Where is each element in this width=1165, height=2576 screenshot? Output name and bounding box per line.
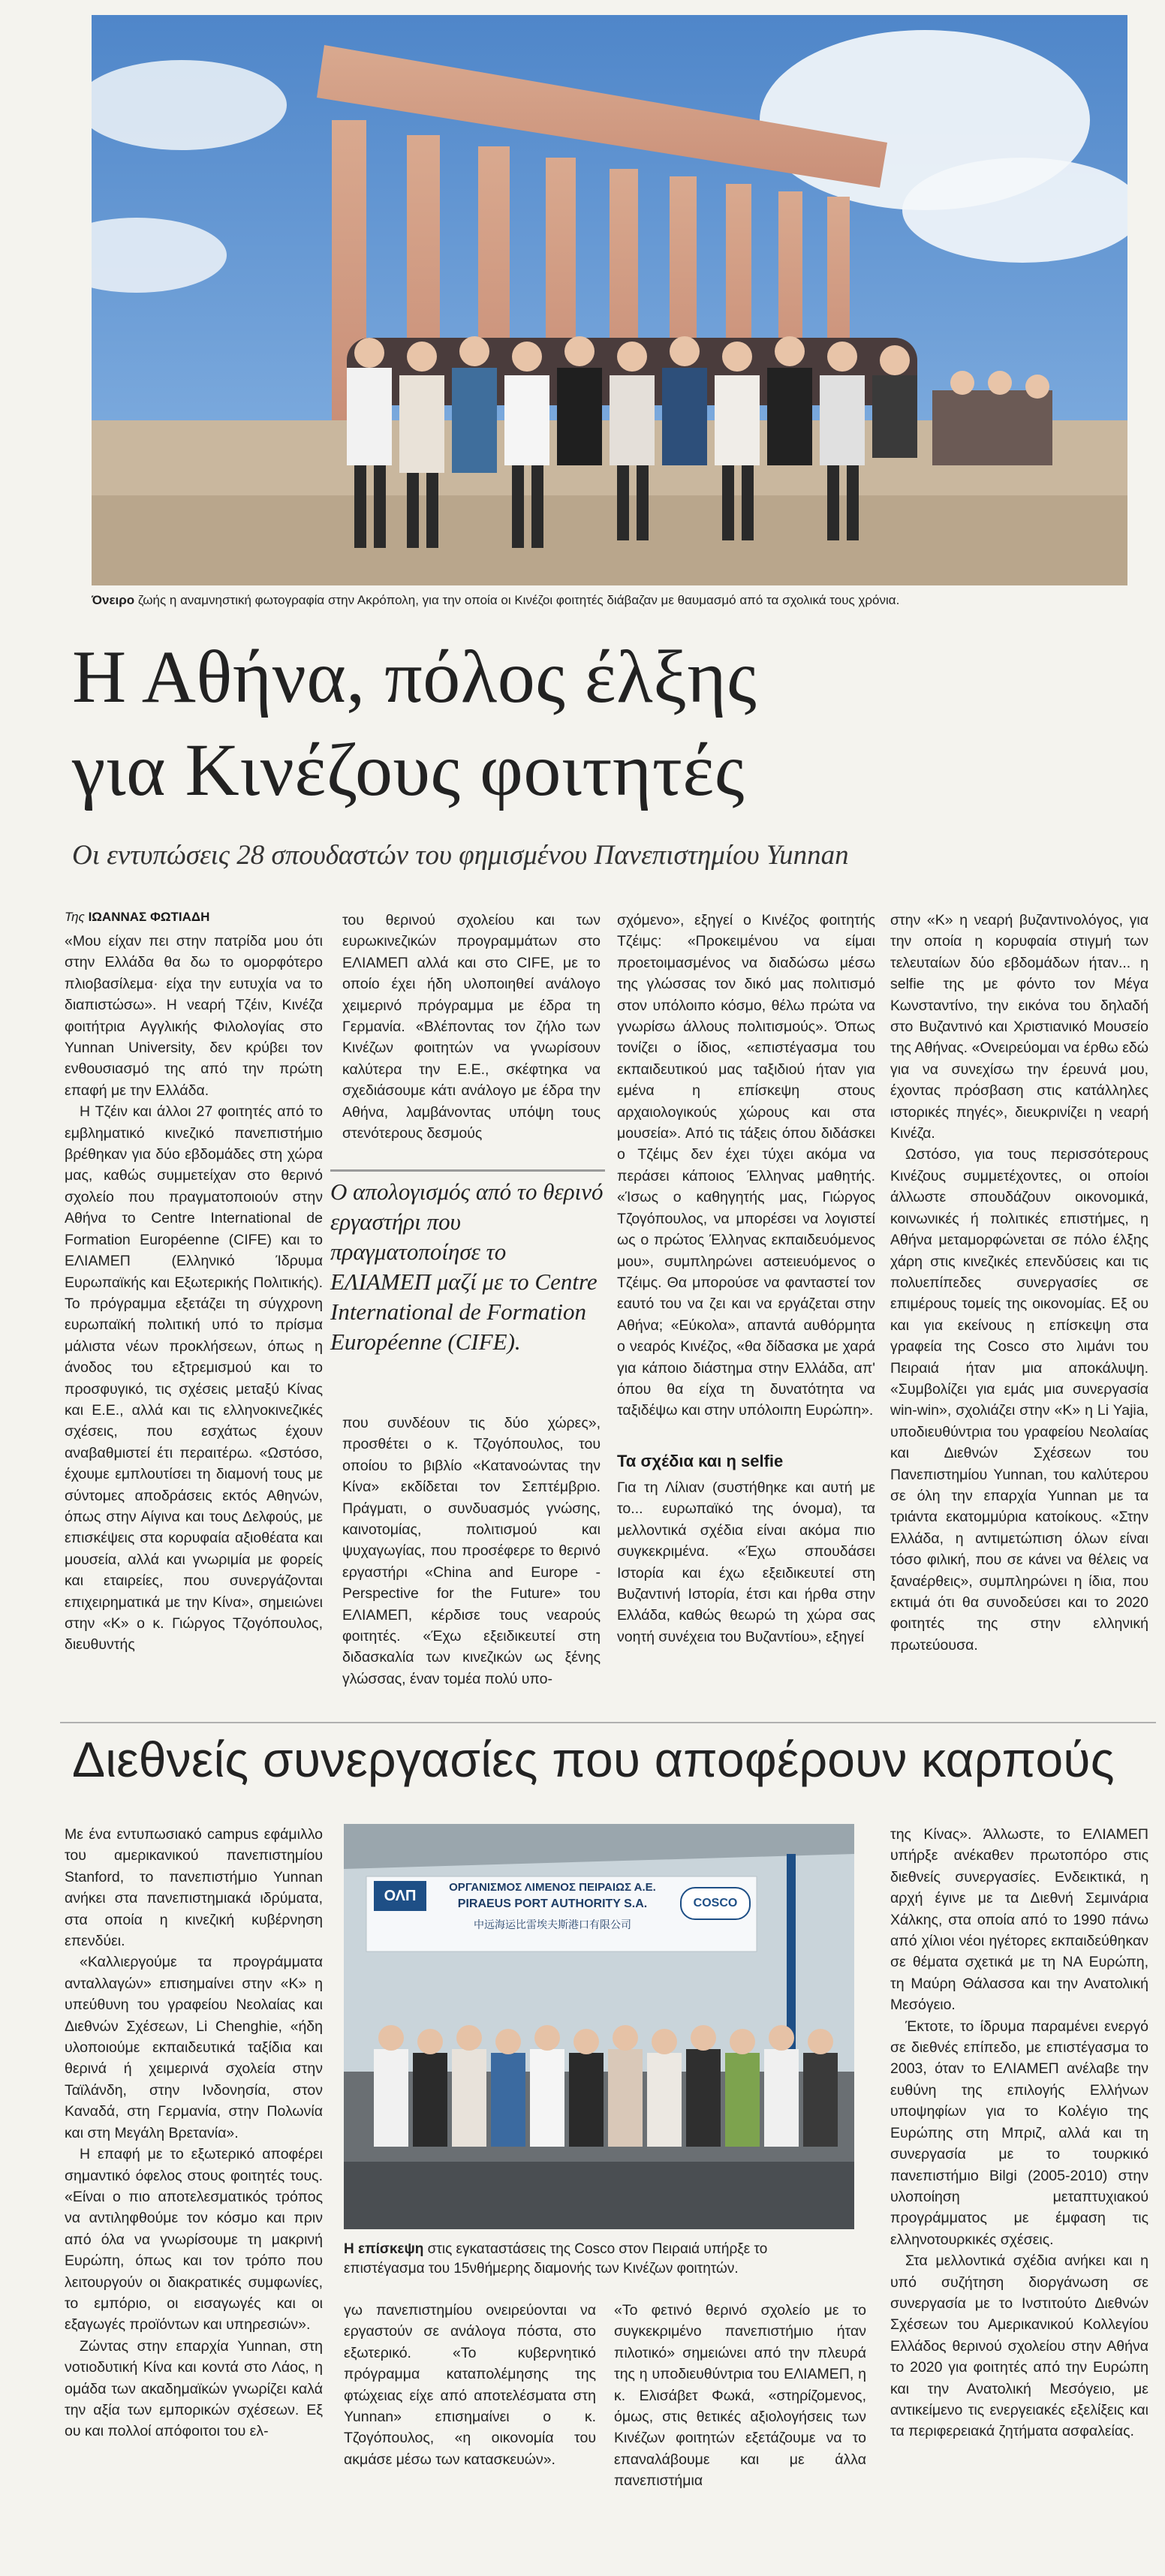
top-col1-paragraph: «Μου είχαν πει στην πατρίδα μου ότι στην Ελλάδα θα δω το ομορφότερο πλιοβασίλεμα· είχα την ευτυχία να το διαπιστώσω». Η νεαρή Τζέιν, Κινέζα φοιτήτρια Αγγλικής Φιλολογίας στο Yunnan University, δεν κρύβει τον ενθουσιασμό της από την πρώτη επαφή με την Ελλάδα. <box>65 933 323 1099</box>
piraeus-port-photo <box>344 1824 854 2229</box>
section-subhead: Τα σχέδια και η selfie <box>617 1452 784 1470</box>
top-col1-paragraph: Η Τζέιν και άλλοι 27 φοιτητές από το εμβληματικό κινεζικό πανεπιστήμιο βρέθηκαν για δύο εβδομάδες στη χώρα μας, καθώς συμμετείχαν στο θερινό σχολείο που πραγματοποιούν στην Αθήνα το Centre International de Formation Européenne (CIFE) και το ΕΛΙΑΜΕΠ (Ελληνικό Ίδρυμα Ευρωπαϊκής και Εξωτερικής Πολιτικής). Το πρόγραμμα εξετάζει τη σύγχρονη ευρωπαϊκή πολιτική υπό το πρίσμα μάλιστα νέων προκλήσεων, όπως η άνοδος του εξτρεμισμού και το προσφυγικό, τις σχέσεις μεταξύ Κίνας και Ε.Ε., αλλά και τις ελληνοκινεζικές σχέσεις, που εσχάτως έχουν αναβαθμιστεί έτι περαιτέρω. «Ωστόσο, έχουμε εμπλουτίσει τη διαμονή τους με σύντομες αποδράσεις εκτός Αθηνών, όπως στην Αίγινα και τους Δελφούς, με επισκέψεις στα κορυφαία αξιοθέατα και μουσεία, αλλά και γνωριμία με φορείς και εταιρείες, που συνεργάζονται επιχειρηματικά με την Κίνα», σημειώνει στην «Κ» ο κ. Γιώργος Τζογόπουλος, διευθυντής <box>65 1103 323 1654</box>
bottom-photo-caption-lead: Η επίσκεψη <box>344 2241 424 2257</box>
top-article-column-3-bottom: Για τη Λίλιαν (συστήθηκε και αυτή με το... ευρωπαϊκό της όνομα), τα μελλοντικά σχέδια είναι ακόμα πιο συγκεκριμένα. «Έχω σπουδάσει Ιστορία και έχω εξειδικευτεί στη Βυζαντινή Ιστορία, έτσι και ήρθα στην Ελλάδα, καθώς θεωρώ τη χώρα σας νοητή συνέχεια του Βυζαντίου», εξηγεί <box>617 1479 875 1645</box>
sign-chinese-text: 中远海运比雷埃夫斯港口有限公司 <box>474 1919 631 1931</box>
top-photo-caption-lead: Όνειρο <box>92 593 135 607</box>
top-col4-paragraph: στην «Κ» η νεαρή βυζαντινολόγος, για την οποία η κορυφαία στιγμή των τελευταίων δύο εβδομάδων ήταν... η selfie της με φόντο τον Μέγα Κωνσταντίνο, την εικόνα του δηλαδή στο Βυζαντινό και Χριστιανικό Μουσείο της Αθήνας. «Ονειρεύομαι να έρθω εδώ για να συνεχίσω την έρευνά μου, έχοντας πρόσβαση στις κατάλληλες ιστορικές πηγές», διευκρινίζει η νεαρή Κινέζα. <box>890 912 1148 1142</box>
bottom-col1-paragraph: «Καλλιεργούμε τα προγράμματα ανταλλαγών» επισημαίνει στην «Κ» η υπεύθυνη του γραφείου Νεολαίας και Διεθνών Σχέσεων, Li Chenghie, «ήδη υλοποιούμε εκπαιδευτικά ταξίδια και θερινά ή χειμερινά σχολεία στην Ταϊλάνδη, στην Ινδονησία, στον Καναδά, στη Γερμανία, στην Πολωνία και στη Μεγάλη Βρετανία». <box>65 1954 323 2141</box>
bottom-col1-paragraph: Με ένα εντυπωσιακό campus εφάμιλλο του αμερικανικού πανεπιστημίου Stanford, το πανεπιστήμιο Yunnan ανήκει στα πανεπιστημιακά ιδρύματα, στα οποία η κινεζική κυβέρνηση επενδύει. <box>65 1826 323 1950</box>
byline-prefix: Της <box>65 910 89 924</box>
olp-logo: ΟΛΠ <box>374 1881 426 1911</box>
bottom-col4-paragraph: Στα μελλοντικά σχέδια ανήκει και η υπό συζήτηση διοργάνωση σε συνεργασία με το Ινστιτούτο Διεθνών Σχέσεων του Αμερικανικού Κολλεγίου Ελλάδος θερινού σχολείου στην Αθήνα το 2020 για φοιτητές από την Ευρώπη και την Ανατολική Μεσόγειο, με αντικείμενο τις ενεργειακές εξελίξεις και τα περιφερειακά ζητήματα ασφαλείας. <box>890 2252 1148 2440</box>
bottom-photo-caption-text: στις εγκαταστάσεις της Cosco στον Πειραιά υπήρξε το επιστέγασμα του 15νθήμερης διαμονής των Κινέζων φοιτητών. <box>344 2241 768 2277</box>
headline-line-2: για Κινέζους φοιτητές <box>72 728 745 811</box>
top-photo-caption <box>92 593 1127 608</box>
byline <box>65 910 209 925</box>
bottom-article-column-4 <box>890 1824 1148 2514</box>
second-article-headline: Διεθνείς συνεργασίες που αποφέρουν καρπούς <box>72 1732 1115 1787</box>
pullquote-rule <box>330 1169 605 1172</box>
bottom-col4-paragraph: Έκτοτε, το ίδρυμα παραμένει ενεργό σε διεθνές επίπεδο, με επιστέγασμα το 2003, όταν το ΕΛΙΑΜΕΠ ανέλαβε την ευθύνη της επιλογής Ελλήνων υποψηφίων για το Κολέγιο της Ευρώπης στη Μπριζ, αλλά και τη συνεργασία με το τουρκικό πανεπιστήμιο Bilgi (2005-2010) στην υλοποίηση μεταπτυχιακού προγράμματος με έμφαση τις ελληνοτουρκικές σχέσεις. <box>890 2018 1148 2248</box>
bottom-article-column-2: γω πανεπιστημίου ονειρεύονται να εργαστούν σε ανάλογα πόστα, στο εξωτερικό. «Το κυβερνητικό πρόγραμμα καταπολέμησης της φτώχειας είχε από αποτελέσματα στη Yunnan» επισημαίνει ο κ. Τζογόπουλος, «η οικονομία του ακμάσε μέσω των κατασκευών». <box>344 2302 596 2468</box>
bottom-col4-paragraph: της Κίνας». Άλλωστε, το ΕΛΙΑΜΕΠ υπήρξε ανέκαθεν πρωτοπόρο στις διεθνείς συνεργασίες. Ενδεικτικά, η αρχή έγινε με τα Διεθνή Σεμινάρια Χάλκης, στα οποία από το 1990 πάνω από χίλιοι νέοι ηγέτορες εκπαιδεύθηκαν σε θέματα σχετικά με τη ΝΑ Ευρώπη, τη Μαύρη Θάλασσα και την Ανατολική Μεσόγειο. <box>890 1826 1148 2014</box>
article-subtitle: Οι εντυπώσεις 28 σπουδαστών του φημισμένου Πανεπιστημίου Yunnan <box>72 840 849 871</box>
byline-name: ΙΩΑΝΝΑΣ ΦΩΤΙΑΔΗ <box>88 910 210 924</box>
sign-english-text: PIRAEUS PORT AUTHORITY S.A. <box>457 1897 648 1910</box>
bottom-photo-caption <box>344 2240 794 2279</box>
pullquote: Ο απολογισμός από το θερινό εργαστήρι που πραγματοποίησε το ΕΛΙΑΜΕΠ μαζί με το Centre International de Formation Européenne (CIFE). <box>330 1178 604 1355</box>
bottom-article-column-3: «Το φετινό θερινό σχολείο με το συγκεκριμένο πανεπιστήμιο ήταν πιλοτικό» σημειώνει από την πλευρά της η υποδιευθύντρια του ΕΛΙΑΜΕΠ, η κ. Ελισάβετ Φωκά, «στηρίζομενος, όμως, στις θετικές αξιολογήσεις των Κινέζων φοιτητών εξετάζουμε να το επαναλάβουμε και με άλλα πανεπιστήμια <box>614 2302 866 2490</box>
sign-greek-text: ΟΡΓΑΝΙΣΜΟΣ ΛΙΜΕΝΟΣ ΠΕΙΡΑΙΩΣ Α.Ε. <box>449 1881 656 1894</box>
cosco-logo: COSCO <box>680 1887 751 1920</box>
top-article-column-2-bottom: που συνδέουν τις δύο χώρες», προσθέτει ο κ. Τζογόπουλος, του οποίου το βιβλίο «Κατανοώντας την Κίνα» εκδίδεται τον Σεπτέμβριο. Πράγματι, ο συνδυασμός γνώσης, καινοτομίας, πολιτισμού και ψυχαγωγίας, που προσέφερε το θερινό εργαστήρι «China and Europe - Perspective for the Future» του ΕΛΙΑΜΕΠ, κέρδισε τους νεαρούς φοιτητές. «Έχω εξειδικευτεί στη διδασκαλία των κινεζικών ως ξένης γλώσσας, έναν τομέα πολύ υπο- <box>342 1415 601 1687</box>
article-headline <box>72 630 1123 817</box>
acropolis-photo-illustration <box>92 15 1127 585</box>
acropolis-group-photo <box>92 15 1127 585</box>
bottom-article-column-1 <box>65 1824 323 2514</box>
top-photo-caption-text: ζωής η αναμνηστική φωτογραφία στην Ακρόπολη, για την οποία οι Κινέζοι φοιτητές διάβαζαν με θαυμασμό από τα σχολικά τους χρόνια. <box>134 593 900 607</box>
article-divider <box>60 1722 1156 1723</box>
top-article-column-2-top: του θερινού σχολείου και των ευρωκινεζικών προγραμμάτων στο ΕΛΙΑΜΕΠ αλλά και στο CIFE, με το οποίο έχει ήδη υλοποιηθεί ανάλογο χειμερινό πρόγραμμα με έδρα τη Γερμανία. «Βλέποντας τον ζήλο των Κινέζων φοιτητών να γνωρίσουν καλύτερα την Ε.Ε., σκέφτηκα να σχεδιάσουμε κάτι ανάλογο με έδρα την Αθήνα, λαμβάνοντας υπόψη τους στενότερους δεσμούς <box>342 912 601 1142</box>
top-article-column-1 <box>65 931 323 1696</box>
top-article-column-4 <box>890 910 1148 1705</box>
headline-line-1: Η Αθήνα, πόλος έλξης <box>72 635 757 718</box>
bottom-col1-paragraph: Η επαφή με το εξωτερικό αποφέρει σημαντικό όφελος στους φοιτητές τους. «Είναι ο πιο αποτελεσματικός τρόπος να αντιληφθούμε τον κόσμο και πριν από όλα να γνωρίσουμε τη μακρινή Ευρώπη, όπως και τον τρόπο που λειτουργούν οι διακρατικές συμφωνίες, το εμπόριο, οι εισαγωγές και οι εξαγωγές προϊόντων και υπηρεσιών». <box>65 2146 323 2334</box>
top-article-column-3-top: σχόμενο», εξηγεί ο Κινέζος φοιτητής Τζέιμς: «Προκειμένου να είμαι προετοιμασμένος να διαδώσω μέσω της γλώσσας τον δικό μας πολιτισμό στον υπόλοιπο κόσμο, θέλω πρώτα να γνωρίσω άλλους πολιτισμούς». Όπως τονίζει ο ίδιος, «επιστέγασμα του εκπαιδευτικού μας ταξιδιού ήταν για εμένα η επίσκεψη στους αρχαιολογικούς χώρους και στα μουσεία». Από τις τάξεις όπου διδάσκει ο Τζέιμς δεν έχει τύχει ακόμα να περάσει κάποιος Έλληνας μαθητής. «Ίσως ο καθηγητής μας, Γιώργος Τζογόπουλος, να μπορέσει να λογιστεί ως ο πρώτος Έλληνας εκπαιδευόμενος μου», συμπληρώνει αστειευόμενος ο Τζέιμς. Θα μπορούσε να φανταστεί τον εαυτό του να ζει και να εργάζεται στην Αθήνα; «Εύκολα», απαντά αυθόρμητα ο νεαρός Κινέζος, «θα δίδασκα με χαρά για κάποιο διάστημα στην Ελλάδα, απ' όπου θα είχα τη δυνατότητα να ταξιδέψω και στην υπόλοιπη Ευρώπη». <box>617 912 875 1419</box>
bottom-col1-paragraph: Ζώντας στην επαρχία Yunnan, στη νοτιοδυτική Κίνα και κοντά στο Λάος, η ομάδα των ακαδημαϊκών γνωρίζει καλά την αξία των εμπορικών σχέσεων. Εξ ου και πολλοί απόφοιτοι του ελ- <box>65 2337 323 2440</box>
top-col4-paragraph: Ωστόσο, για τους περισσότερους Κινέζους συμμετέχοντες, οι οποίοι άλλωστε σπουδάζουν οικονομικά, κοινωνικές ή πολιτικές επιστήμες, η Αθήνα μεταμορφώνεται σε πόλο έλξης χάρη στις κινεζικές επενδύσεις και τις πολυεπίπεδες συνεργασίες σε επιμέρους τομείς της οικονομίας. Εξ ου και για εκείνους η επίσκεψη στα γραφεία της Cosco στο λιμάνι του Πειραιά ήταν μια αποκάλυψη. «Συμβολίζει για εμάς μια συνεργασία win-win», σχολιάζει στην «Κ» η Li Yajia, υποδιευθύντρια του γραφείου Νεολαίας και Διεθνών Σχέσεων του Πανεπιστημίου Yunnan, του καλύτερου σε όλη την επαρχία Yunnan με τα τριάντα εκατομμύρια κατοίκους. «Στην Ελλάδα, η αντιμετώπιση όλων είναι τόσο φιλική, που σε κάνει να θέλεις να ξαναέρθεις», συμπληρώνει η ίδια, που εκτιμά ότι θα συνοδεύσει και το 2020 φοιτητές της στην ελληνική πρωτεύουσα. <box>890 1146 1148 1654</box>
